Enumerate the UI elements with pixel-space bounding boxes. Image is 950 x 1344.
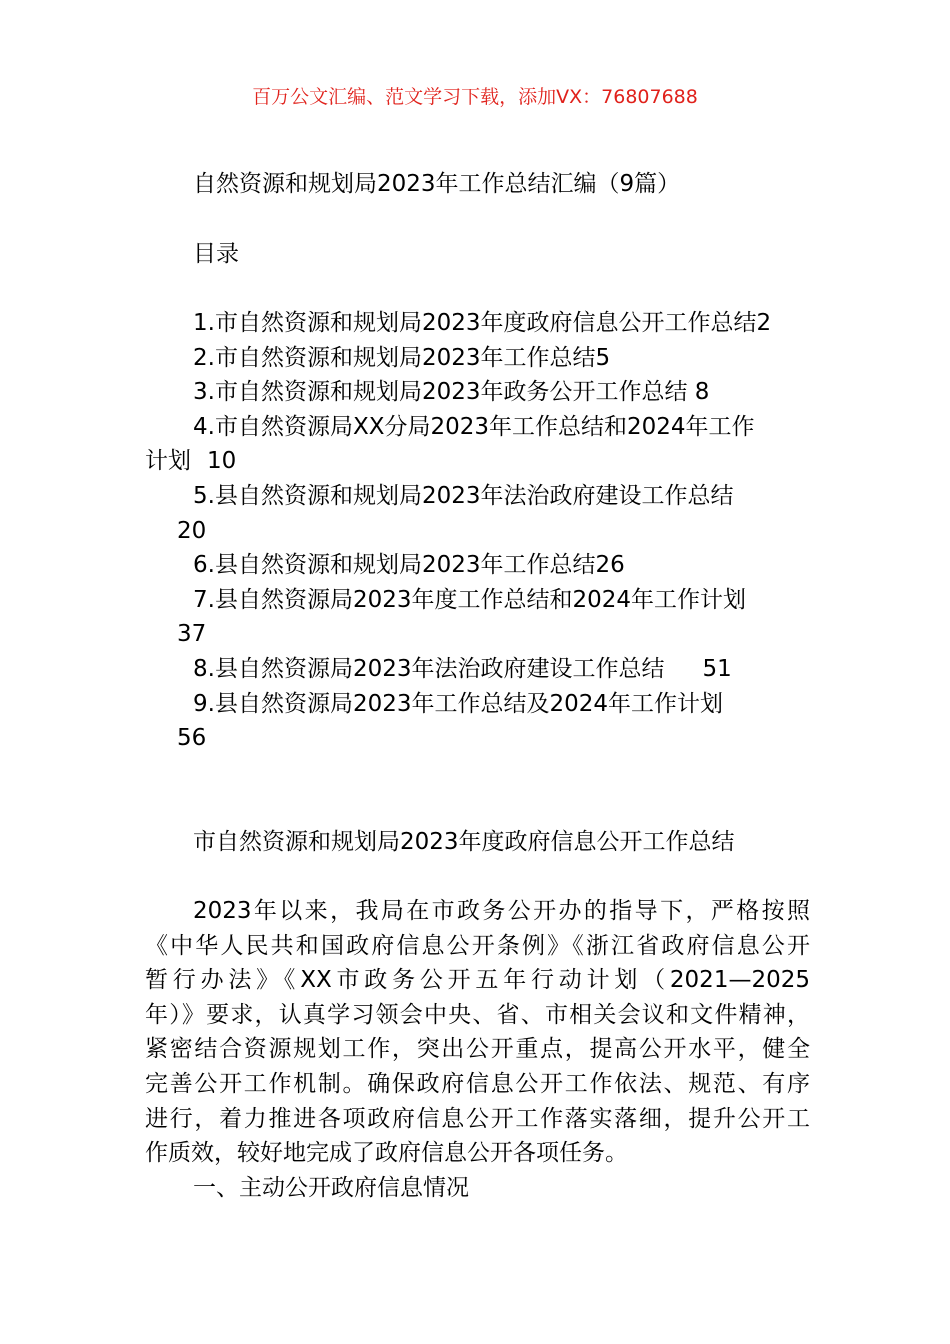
toc-entry-3[interactable] [145, 375, 810, 410]
section-title: 市自然资源和规划局2023年度政府信息公开工作总结 [193, 829, 735, 855]
toc-entry-text: 2.市自然资源和规划局2023年工作总结5 [193, 344, 611, 371]
toc-entry-text: 8.县自然资源局2023年法治政府建设工作总结 [193, 655, 665, 682]
paragraph-line: 作质效，较好地完成了政府信息公开各项任务。 [145, 1140, 628, 1167]
paragraph-line: 完善公开工作机制。确保政府信息公开工作依法、规范、有序 [145, 1070, 810, 1097]
toc-entry-6[interactable] [145, 548, 810, 583]
paragraph-line: 进行，着力推进各项政府信息公开工作落实落细，提升公开工 [145, 1105, 810, 1132]
toc-entry-8[interactable] [145, 652, 810, 687]
toc-entry-4-continued[interactable] [145, 444, 810, 479]
toc-entry-text: 1.市自然资源和规划局2023年度政府信息公开工作总结2 [193, 310, 772, 336]
watermark-banner: 百万公文汇编、范文学习下载，添加VX：76807688 [252, 86, 698, 108]
toc-entry-7-continued[interactable] [145, 617, 810, 652]
paragraph-line: 紧密结合资源规划工作，突出公开重点，提高公开水平，健全 [145, 1036, 810, 1063]
toc-page-number: 56 [177, 725, 207, 752]
toc-entry-5[interactable] [145, 479, 810, 514]
toc-entry-5-continued[interactable] [145, 514, 810, 549]
paragraph-line: 《中华人民共和国政府信息公开条例》《浙江省政府信息公开 [145, 932, 810, 959]
toc-entry-text: 计划 [145, 448, 191, 475]
toc-heading: 目录 [193, 241, 239, 267]
body-paragraph [145, 894, 810, 1205]
paragraph-line: 年）》要求，认真学习领会中央、省、市相关会议和文件精神， [145, 1001, 810, 1028]
toc-entry-text: 3.市自然资源和规划局2023年政务公开工作总结 8 [193, 379, 710, 406]
toc-entry-text: 5.县自然资源和规划局2023年法治政府建设工作总结 [193, 482, 734, 509]
toc-entry-text: 6.县自然资源和规划局2023年工作总结26 [193, 552, 625, 579]
paragraph-line: 暂行办法》《XX市政务公开五年行动计划（2021—2025 [145, 967, 810, 994]
toc-entry-7[interactable] [145, 583, 810, 618]
toc-page-number: 51 [702, 655, 732, 682]
table-of-contents [145, 306, 810, 756]
toc-entry-4[interactable] [145, 410, 810, 445]
toc-page-number: 37 [177, 621, 207, 648]
toc-entry-1[interactable] [145, 306, 810, 341]
toc-entry-2[interactable] [145, 341, 810, 376]
subheading: 一、主动公开政府信息情况 [193, 1174, 469, 1201]
paragraph-line: 2023年以来，我局在市政务公开办的指导下，严格按照 [193, 898, 810, 924]
toc-entry-text: 7.县自然资源局2023年度工作总结和2024年工作计划 [193, 586, 747, 613]
toc-entry-9-continued[interactable] [145, 721, 810, 756]
toc-entry-text: 9.县自然资源局2023年工作总结及2024年工作计划 [193, 690, 724, 717]
toc-entry-text: 4.市自然资源局XX分局2023年工作总结和2024年工作 [193, 413, 755, 440]
document-title: 自然资源和规划局2023年工作总结汇编（9篇） [193, 171, 681, 197]
toc-page-number: 10 [207, 448, 237, 475]
toc-entry-9[interactable] [145, 687, 810, 722]
toc-page-number: 20 [177, 517, 207, 544]
